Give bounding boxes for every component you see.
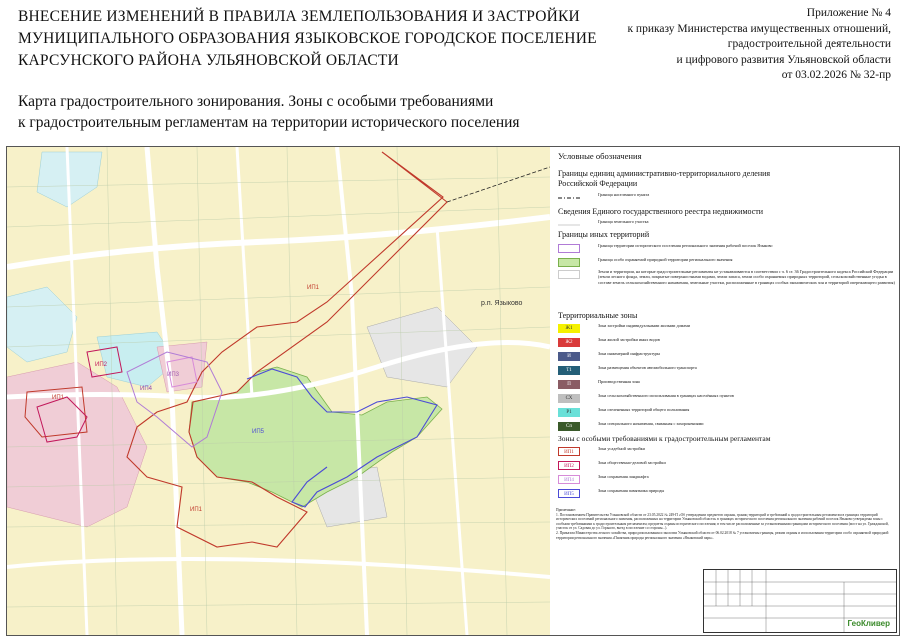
map-label-ip4: ИП4	[140, 386, 152, 392]
special-swatch: ИП4	[558, 475, 580, 484]
legend-parcel-border-label: Граница земельного участка	[598, 219, 649, 224]
zone-swatch: СХ	[558, 394, 580, 403]
notes-heading: Примечание:	[556, 508, 576, 512]
title-block-stamp	[703, 569, 897, 633]
legend-title: Условные обозначения	[558, 151, 642, 161]
title-line-2: МУНИЦИПАЛЬНОГО ОБРАЗОВАНИЯ ЯЗЫКОВСКОЕ ГОРОДСКОЕ ПОСЕЛЕНИЕ	[18, 30, 597, 47]
map-label-ip1-west: ИП1	[52, 395, 64, 401]
map-subtitle	[18, 91, 718, 133]
map-label-ip1-south: ИП1	[190, 507, 202, 513]
zoning-map[interactable]	[7, 147, 550, 635]
annex-line-1: Приложение № 4	[806, 7, 891, 19]
zone-swatch: Т1	[558, 366, 580, 375]
zone-swatch: Сп	[558, 422, 580, 431]
brand-logo: ГеоКливер	[847, 619, 890, 628]
zone-label: Зона застройки индивидуальными жилыми домами	[598, 323, 690, 328]
historic-border-swatch	[558, 244, 580, 253]
zone-label: Зона сельскохозяйственного использования в границах населённых пунктов	[598, 393, 734, 398]
map-label-ip2: ИП2	[95, 362, 107, 368]
special-label: Зона усадебной застройки	[598, 446, 645, 451]
special-swatch: ИП5	[558, 489, 580, 498]
protected-area-swatch	[558, 258, 580, 267]
legend-special-heading: Зоны с особыми требованиями к градостроительным регламентам	[558, 434, 771, 443]
legend-other-heading: Границы иных территорий	[558, 230, 650, 239]
annex-line-5: от 03.02.2026 № 32-пр	[781, 69, 891, 81]
map-svg	[7, 147, 550, 635]
map-label-ip1-north: ИП1	[307, 285, 319, 291]
special-label: Зона сохранения памятника природы	[598, 488, 665, 493]
no-regulation-swatch	[558, 270, 580, 279]
legend-egrn-heading: Сведения Единого государственного реестра недвижимости	[558, 207, 764, 216]
zone-label: Зона специального назначения, связанная с захоронениями	[598, 421, 704, 426]
legend-no-regulation-label: Земли и территории, на которые градостроительные регламенты не устанавливаются в соответствии с ч. 6 ст. 36 Градостроительного кодекса Российской Федерации (земли лесного фонда, земли, покрытые поверхностными водами, земли запаса, земли особо охраняемых природных территорий, сельскохозяйственные угодья в составе земель сельскохозяйственного назначения, земельные участки, расположенные в границах особых экономических зон и территорий опережающего развития)	[598, 269, 895, 285]
subtitle-line-1: Карта градостроительного зонирования. Зоны с особыми требованиями	[18, 93, 494, 110]
annex-line-4: и цифрового развития Ульяновской области	[676, 53, 891, 66]
document-title	[18, 6, 628, 72]
zone-label: Зона жилой застройки иных видов	[598, 337, 660, 342]
map-label-ip3: ИП3	[167, 372, 179, 378]
zone-label: Зона озелененных территорий общего пользования	[598, 407, 690, 412]
annex-line-3: градостроительной деятельности	[727, 38, 891, 50]
legend-admin-heading: Границы единиц административно-территориального деления Российской Федерации	[558, 169, 771, 188]
legend-zones-heading: Территориальные зоны	[558, 311, 638, 320]
zone-label: Зона инженерной инфраструктуры	[598, 351, 661, 356]
notes-line-2: 2. Приказом Министерства лесного хозяйства, природопользования и экологии Ульяновской области от 06.02.2018 № 7 установлены границы, режим охраны и использования территории особо охраняемой природной территории регионального значения «Памятник природы регионального значения «Языковский парк».	[556, 530, 889, 540]
zone-swatch: Ж1	[558, 324, 580, 333]
subtitle-line-2: к градостроительным регламентам на территории исторического поселения	[18, 114, 520, 131]
title-line-1: ВНЕСЕНИЕ ИЗМЕНЕНИЙ В ПРАВИЛА ЗЕМЛЕПОЛЬЗОВАНИЯ И ЗАСТРОЙКИ	[18, 8, 580, 25]
zone-label: Зона размещения объектов автомобильного транспорта	[598, 365, 697, 370]
parcel-border-symbol	[558, 220, 580, 229]
zone-label: Производственная зона	[598, 379, 640, 384]
special-label: Зона сохранения ландшафта	[598, 474, 649, 479]
zone-swatch: Ж2	[558, 338, 580, 347]
legend-historic-border-label: Граница территории исторического поселения регионального значения рабочий поселок Языково	[598, 243, 773, 248]
map-label-ip5: ИП5	[252, 429, 264, 435]
special-swatch: ИП2	[558, 461, 580, 470]
zone-swatch: П	[558, 380, 580, 389]
notes-line-1: 1. Постановлением Правительства Ульяновской области от 23.05.2022 № 249-П «Об утверждении предметов охраны, границ территорий и требований к градостроительным регламентам в границах территорий исторических поселений регионального значения, расположенных на территории Ульяновской области» в границах исторического поселения регионального значения рабочий поселок Языково утверждены зоны с особыми требованиями к градостроительным регламентам; предметы охраны исторического поселения; в том числе расположенные за установленными границами исторического поселения (мост на ул. Гражданской, участок от ул. Садовая до ул. Горького, въезд в поселение со стороны...).	[556, 512, 889, 531]
legend-settlement-border-label: Граница населенного пункта	[598, 192, 650, 197]
special-label: Зона общественно-деловой застройки	[598, 460, 666, 465]
settlement-label: р.п. Языково	[481, 300, 523, 307]
title-line-3: КАРСУНСКОГО РАЙОНА УЛЬЯНОВСКОЙ ОБЛАСТИ	[18, 52, 399, 69]
legend	[552, 147, 899, 507]
settlement-border-symbol	[558, 193, 580, 202]
zone-swatch: И	[558, 352, 580, 361]
annex-block	[591, 6, 891, 84]
legend-protected-area-label: Граница особо охраняемой природной территории регионального значения	[598, 257, 733, 262]
notes-block	[556, 508, 892, 540]
zone-swatch: Р1	[558, 408, 580, 417]
annex-line-2: к приказу Министерства имущественных отношений,	[627, 22, 891, 35]
special-swatch: ИП1	[558, 447, 580, 456]
